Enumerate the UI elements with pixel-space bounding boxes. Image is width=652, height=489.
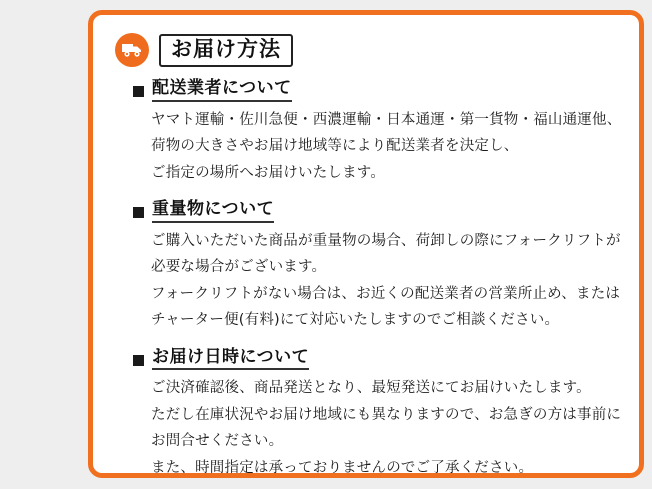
body-line: また、時間指定は承っておりませんのでご了承ください。 bbox=[151, 459, 534, 476]
body-line: ヤマト運輸・佐川急便・西濃運輸・日本通運・第一貨物・福山通運他、 bbox=[151, 111, 622, 128]
square-bullet-icon bbox=[133, 86, 144, 97]
panel-content bbox=[93, 15, 639, 476]
section-body bbox=[151, 377, 622, 479]
panel-header bbox=[115, 33, 613, 67]
section-title: お届け日時について bbox=[152, 348, 309, 371]
section-carriers bbox=[115, 78, 622, 184]
body-line: 荷物の大きさやお届け地域等により配送業者を決定し、 bbox=[151, 138, 519, 155]
body-line: フォークリフトがない場合は、お近くの配送業者の営業所止め、または bbox=[151, 285, 621, 302]
section-body bbox=[151, 109, 622, 184]
shipping-info-panel bbox=[88, 10, 644, 478]
body-line: ご指定の場所へお届けいたします。 bbox=[151, 164, 386, 181]
section-heading bbox=[133, 348, 613, 371]
section-heading bbox=[133, 79, 613, 102]
square-bullet-icon bbox=[133, 207, 144, 218]
section-body bbox=[151, 230, 621, 332]
body-line: お問合せください。 bbox=[151, 433, 284, 450]
body-line: ご購入いただいた商品が重量物の場合、荷卸しの際にフォークリフトが bbox=[151, 232, 621, 249]
body-line: 必要な場合がございます。 bbox=[151, 259, 327, 276]
section-heavy-items bbox=[115, 199, 621, 332]
section-heading bbox=[133, 200, 613, 223]
body-line: チャーター便(有料)にて対応いたしますのでご相談ください。 bbox=[151, 312, 560, 329]
delivery-truck-icon bbox=[115, 33, 149, 67]
section-title: 配送業者について bbox=[152, 79, 292, 102]
body-line: ご決済確認後、商品発送となり、最短発送にてお届けいたします。 bbox=[151, 380, 591, 397]
section-title: 重量物について bbox=[152, 200, 274, 223]
body-line: ただし在庫状況やお届け地域にも異なりますので、お急ぎの方は事前に bbox=[151, 406, 622, 423]
section-delivery-date bbox=[115, 346, 622, 480]
page-title: お届け方法 bbox=[159, 34, 293, 67]
square-bullet-icon bbox=[133, 355, 144, 366]
